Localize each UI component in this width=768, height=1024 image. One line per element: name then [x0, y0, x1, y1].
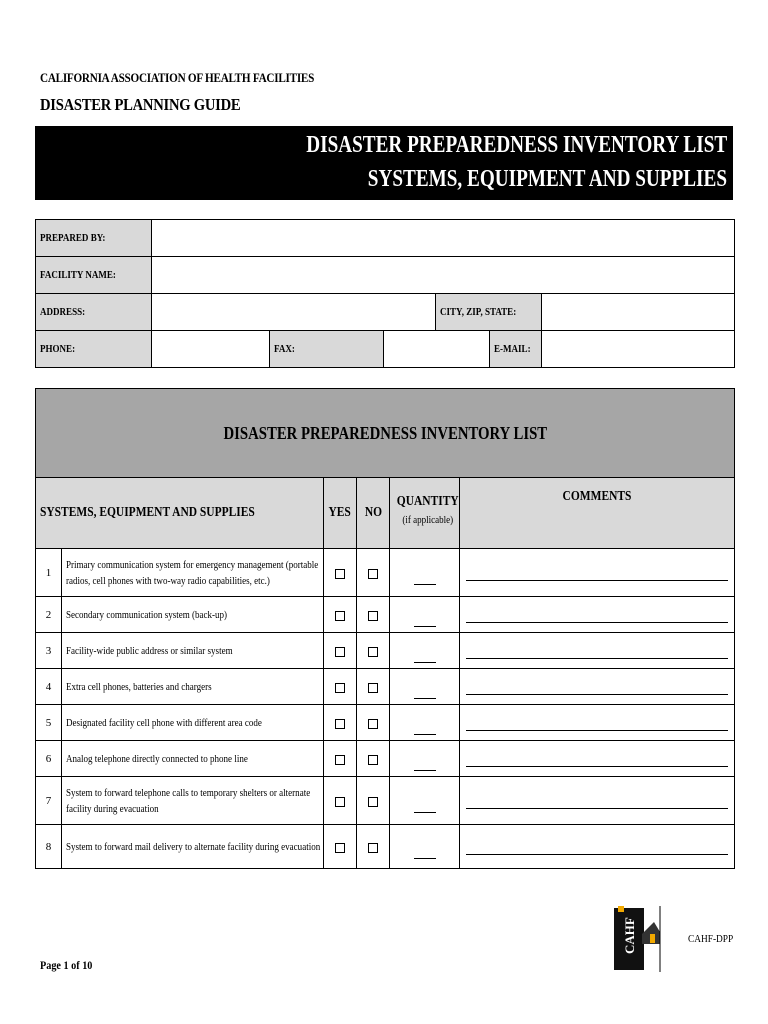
- no-checkbox[interactable]: [357, 669, 390, 705]
- col-header-no: NO: [357, 478, 390, 549]
- row-item-text: Extra cell phones, batteries and chargers: [62, 669, 324, 705]
- checkbox-icon: [335, 569, 345, 579]
- inventory-title: DISASTER PREPAREDNESS INVENTORY LIST: [36, 389, 735, 478]
- facility-name-field[interactable]: [152, 257, 735, 294]
- comments-field[interactable]: [460, 705, 735, 741]
- checkbox-icon: [368, 647, 378, 657]
- comments-field[interactable]: [460, 825, 735, 869]
- cahf-logo: [614, 904, 662, 974]
- checkbox-icon: [368, 683, 378, 693]
- no-checkbox[interactable]: [357, 597, 390, 633]
- checkbox-icon: [368, 755, 378, 765]
- checkbox-icon: [335, 843, 345, 853]
- checkbox-icon: [335, 797, 345, 807]
- row-item-text: Designated facility cell phone with different area code: [62, 705, 324, 741]
- organization-name: CALIFORNIA ASSOCIATION OF HEALTH FACILITIES: [40, 70, 315, 85]
- row-number: 1: [36, 549, 62, 597]
- checkbox-icon: [335, 719, 345, 729]
- yes-checkbox[interactable]: [324, 741, 357, 777]
- address-label: ADDRESS:: [36, 294, 152, 331]
- comments-field[interactable]: [460, 777, 735, 825]
- quantity-field[interactable]: [390, 597, 460, 633]
- yes-checkbox[interactable]: [324, 777, 357, 825]
- row-item-text: System to forward telephone calls to temporary shelters or alternate facility during evacuation: [62, 777, 324, 825]
- prepared-by-field[interactable]: [152, 220, 735, 257]
- comments-field[interactable]: [460, 597, 735, 633]
- row-item-text: Primary communication system for emergency management (portable radios, cell phones with two-way radio capabilities, etc.): [62, 549, 324, 597]
- table-row: [36, 549, 735, 597]
- quantity-field[interactable]: [390, 825, 460, 869]
- comments-field[interactable]: [460, 549, 735, 597]
- quantity-field[interactable]: [390, 549, 460, 597]
- guide-title: DISASTER PLANNING GUIDE: [40, 95, 241, 114]
- form-code: CAHF-DPP: [688, 933, 734, 945]
- email-field[interactable]: [542, 331, 735, 368]
- checkbox-icon: [368, 797, 378, 807]
- row-number: 3: [36, 633, 62, 669]
- facility-info-table: [35, 219, 735, 368]
- page-number: Page 1 of 10: [40, 958, 93, 972]
- table-row: [36, 669, 735, 705]
- checkbox-icon: [368, 719, 378, 729]
- row-number: 8: [36, 825, 62, 869]
- quantity-note: (if applicable): [402, 514, 454, 526]
- city-zip-state-field[interactable]: [542, 294, 735, 331]
- col-header-comments: COMMENTS: [460, 478, 735, 549]
- svg-text:CAHF: CAHF: [622, 917, 637, 954]
- row-number: 4: [36, 669, 62, 705]
- checkbox-icon: [335, 683, 345, 693]
- email-label: E-MAIL:: [490, 331, 542, 368]
- col-header-yes: YES: [324, 478, 357, 549]
- row-number: 6: [36, 741, 62, 777]
- banner-title: DISASTER PREPAREDNESS INVENTORY LIST: [306, 132, 727, 158]
- table-row: [36, 777, 735, 825]
- inventory-table: [35, 388, 735, 869]
- table-row: [36, 741, 735, 777]
- address-field[interactable]: [152, 294, 436, 331]
- phone-field[interactable]: [152, 331, 270, 368]
- prepared-by-label: PREPARED BY:: [36, 220, 152, 257]
- row-item-text: Secondary communication system (back-up): [62, 597, 324, 633]
- yes-checkbox[interactable]: [324, 549, 357, 597]
- checkbox-icon: [368, 569, 378, 579]
- yes-checkbox[interactable]: [324, 633, 357, 669]
- quantity-field[interactable]: [390, 741, 460, 777]
- no-checkbox[interactable]: [357, 633, 390, 669]
- row-number: 7: [36, 777, 62, 825]
- col-header-quantity: QUANTITY (if applicable): [390, 478, 460, 549]
- row-item-text: System to forward mail delivery to alternate facility during evacuation: [62, 825, 324, 869]
- no-checkbox[interactable]: [357, 741, 390, 777]
- no-checkbox[interactable]: [357, 825, 390, 869]
- quantity-field[interactable]: [390, 777, 460, 825]
- checkbox-icon: [335, 755, 345, 765]
- yes-checkbox[interactable]: [324, 705, 357, 741]
- table-row: [36, 633, 735, 669]
- banner-subtitle: SYSTEMS, EQUIPMENT AND SUPPLIES: [367, 166, 727, 192]
- row-number: 2: [36, 597, 62, 633]
- row-item-text: Analog telephone directly connected to phone line: [62, 741, 324, 777]
- row-item-text: Facility-wide public address or similar system: [62, 633, 324, 669]
- no-checkbox[interactable]: [357, 549, 390, 597]
- yes-checkbox[interactable]: [324, 597, 357, 633]
- yes-checkbox[interactable]: [324, 669, 357, 705]
- fax-label: FAX:: [270, 331, 384, 368]
- checkbox-icon: [368, 843, 378, 853]
- no-checkbox[interactable]: [357, 705, 390, 741]
- phone-label: PHONE:: [36, 331, 152, 368]
- comments-field[interactable]: [460, 669, 735, 705]
- fax-field[interactable]: [384, 331, 490, 368]
- city-zip-state-label: CITY, ZIP, STATE:: [436, 294, 542, 331]
- quantity-field[interactable]: [390, 669, 460, 705]
- table-row: [36, 825, 735, 869]
- checkbox-icon: [335, 611, 345, 621]
- comments-field[interactable]: [460, 633, 735, 669]
- quantity-field[interactable]: [390, 633, 460, 669]
- col-header-systems: SYSTEMS, EQUIPMENT AND SUPPLIES: [36, 478, 324, 549]
- yes-checkbox[interactable]: [324, 825, 357, 869]
- comments-field[interactable]: [460, 741, 735, 777]
- row-number: 5: [36, 705, 62, 741]
- no-checkbox[interactable]: [357, 777, 390, 825]
- table-row: [36, 705, 735, 741]
- title-banner: [35, 126, 733, 200]
- facility-name-label: FACILITY NAME:: [36, 257, 152, 294]
- checkbox-icon: [335, 647, 345, 657]
- table-row: [36, 597, 735, 633]
- checkbox-icon: [368, 611, 378, 621]
- quantity-field[interactable]: [390, 705, 460, 741]
